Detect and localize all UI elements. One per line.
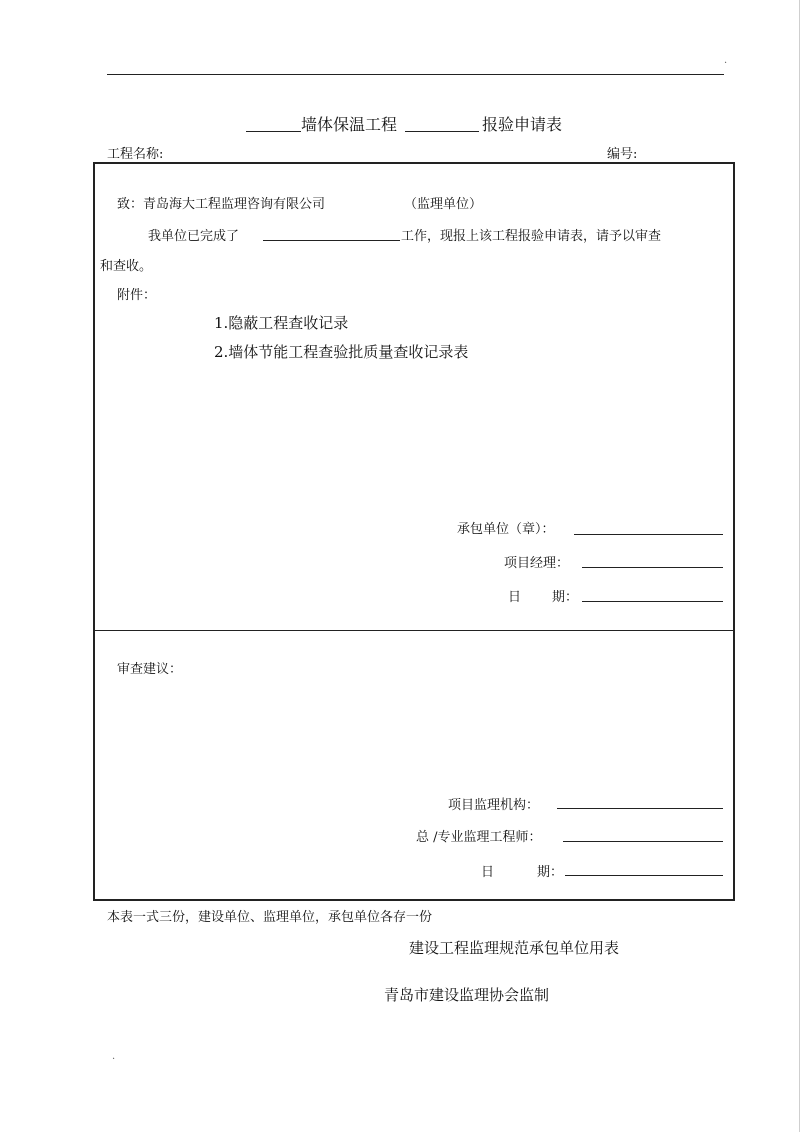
number-label: 编号: xyxy=(607,147,638,162)
project-manager-line xyxy=(582,567,723,568)
header-dot: · xyxy=(724,58,728,69)
attachment-item-1: 1.隐蔽工程查收记录 xyxy=(214,314,349,332)
title-blank-right xyxy=(405,131,479,132)
date-label-b: 期： xyxy=(552,590,579,605)
review-box xyxy=(93,631,735,901)
title-part1: 墙体保温工程 xyxy=(301,115,398,134)
copies-note: 本表一式三份，建设单位、监理单位，承包单位各存一份 xyxy=(107,910,433,925)
completed-work-blank xyxy=(263,240,400,241)
attachment-item-2: 2.墙体节能工程查验批质量查收记录表 xyxy=(214,343,469,361)
supervision-org-label: 项目监理机构： xyxy=(448,798,540,813)
project-manager-label: 项目经理： xyxy=(504,556,570,571)
engineer-label: 总 /专业监理工程师： xyxy=(416,830,542,845)
title-part2: 报验申请表 xyxy=(482,115,563,134)
header-rule xyxy=(107,74,724,75)
body-line2: 和查收。 xyxy=(100,259,153,274)
review-date-label-b: 期： xyxy=(537,865,564,880)
review-date-line xyxy=(565,875,723,876)
attachment-label: 附件： xyxy=(117,288,157,303)
body-start: 我单位已完成了 xyxy=(148,229,240,244)
bottom-dot: · xyxy=(112,1054,116,1065)
issuer-note: 青岛市建设监理协会监制 xyxy=(384,986,550,1004)
body-end: 工作，现报上该工程报验申请表，请予以审查 xyxy=(401,229,662,244)
project-name-label: 工程名称: xyxy=(107,147,164,162)
contractor-label: 承包单位（章）： xyxy=(457,522,555,537)
date-line xyxy=(582,601,723,602)
review-label: 审查建议： xyxy=(117,662,183,677)
addressee-line: 致：青岛海大工程监理咨询有限公司 xyxy=(117,197,326,212)
contractor-signature-line xyxy=(574,534,723,535)
engineer-line xyxy=(563,841,723,842)
review-date-label-a: 日 xyxy=(481,865,495,880)
date-label-a: 日 xyxy=(508,590,522,605)
standard-note: 建设工程监理规范承包单位用表 xyxy=(409,939,620,957)
supervision-org-line xyxy=(557,808,723,809)
supervision-unit-note: （监理单位） xyxy=(404,197,483,212)
title-blank-left xyxy=(246,131,301,132)
